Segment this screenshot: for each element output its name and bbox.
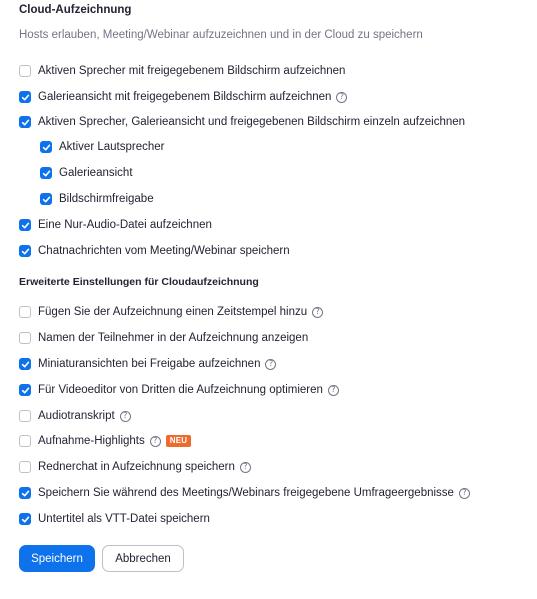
help-icon[interactable]: ?: [336, 92, 347, 103]
checkbox[interactable]: [19, 358, 31, 370]
help-icon[interactable]: ?: [459, 488, 470, 499]
checkbox[interactable]: [19, 306, 31, 318]
cancel-button[interactable]: Abbrechen: [102, 545, 184, 572]
checkbox[interactable]: [19, 65, 31, 77]
option-label: Audiotranskript: [38, 410, 115, 422]
option-label: Miniaturansichten bei Freigabe aufzeichnen: [38, 358, 261, 370]
help-icon[interactable]: ?: [265, 359, 276, 370]
option-record-thumbnails[interactable]: [19, 356, 276, 372]
check-icon: [21, 118, 30, 127]
sub-option-gallery[interactable]: [40, 165, 133, 181]
new-badge: NEU: [166, 435, 192, 447]
checkbox[interactable]: [40, 193, 52, 205]
option-optimize-third-party-editor[interactable]: [19, 382, 339, 398]
checkbox[interactable]: [19, 384, 31, 396]
option-label: Chatnachrichten vom Meeting/Webinar speichern: [38, 245, 290, 257]
checkbox[interactable]: [19, 91, 31, 103]
sub-option-active-speaker[interactable]: [40, 139, 164, 155]
option-save-chat[interactable]: [19, 243, 290, 259]
option-record-separately[interactable]: [19, 114, 465, 130]
check-icon: [21, 247, 30, 256]
check-icon: [21, 386, 30, 395]
option-audio-transcript[interactable]: [19, 408, 131, 424]
sub-option-screen-share[interactable]: [40, 191, 154, 207]
cloud-recording-description: Hosts erlauben, Meeting/Webinar aufzuzeichnen und in der Cloud zu speichern: [19, 29, 423, 41]
help-icon[interactable]: ?: [120, 411, 131, 422]
option-label: Rednerchat in Aufzeichnung speichern: [38, 461, 235, 473]
check-icon: [21, 515, 30, 524]
check-icon: [21, 221, 30, 230]
option-label: Aktiven Sprecher mit freigegebenem Bildschirm aufzeichnen: [38, 65, 346, 77]
option-audio-only[interactable]: [19, 217, 212, 233]
option-timestamp[interactable]: [19, 304, 323, 320]
option-label: Bildschirmfreigabe: [59, 193, 154, 205]
checkbox[interactable]: [19, 410, 31, 422]
help-icon[interactable]: ?: [312, 307, 323, 318]
checkbox[interactable]: [19, 487, 31, 499]
option-record-active-speaker-shared-screen[interactable]: [19, 63, 345, 79]
checkbox[interactable]: [40, 141, 52, 153]
check-icon: [42, 143, 51, 152]
option-label: Aktiven Sprecher, Galerieansicht und freigegebenen Bildschirm einzeln aufzeichnen: [38, 116, 466, 128]
checkbox[interactable]: [40, 167, 52, 179]
checkbox[interactable]: [19, 332, 31, 344]
checkbox[interactable]: [19, 219, 31, 231]
option-save-speaker-chat[interactable]: [19, 459, 251, 475]
option-recording-highlights[interactable]: [19, 433, 191, 449]
option-show-participant-names[interactable]: [19, 330, 308, 346]
advanced-settings-title: Erweiterte Einstellungen für Cloudaufzeichnung: [19, 276, 259, 288]
option-label: Für Videoeditor von Dritten die Aufzeichnung optimieren: [38, 384, 323, 396]
save-button[interactable]: Speichern: [19, 545, 95, 572]
option-save-poll-results[interactable]: [19, 485, 470, 501]
help-icon[interactable]: ?: [328, 385, 339, 396]
help-icon[interactable]: ?: [240, 462, 251, 473]
check-icon: [21, 93, 30, 102]
option-record-gallery-shared-screen[interactable]: [19, 89, 347, 105]
checkbox[interactable]: [19, 513, 31, 525]
option-label: Namen der Teilnehmer in der Aufzeichnung anzeigen: [38, 332, 309, 344]
checkbox[interactable]: [19, 435, 31, 447]
checkbox[interactable]: [19, 461, 31, 473]
option-label: Fügen Sie der Aufzeichnung einen Zeitstempel hinzu: [38, 306, 308, 318]
option-label: Speichern Sie während des Meetings/Webinars freigegebene Umfrageergebnisse: [38, 487, 454, 499]
option-label: Aktiver Lautsprecher: [59, 141, 165, 153]
check-icon: [21, 360, 30, 369]
check-icon: [42, 195, 51, 204]
checkbox[interactable]: [19, 116, 31, 128]
option-label: Galerieansicht: [59, 167, 133, 179]
checkbox[interactable]: [19, 245, 31, 257]
check-icon: [21, 489, 30, 498]
option-label: Untertitel als VTT-Datei speichern: [38, 513, 210, 525]
check-icon: [42, 169, 51, 178]
option-label: Galerieansicht mit freigegebenem Bildschirm aufzeichnen: [38, 91, 332, 103]
help-icon[interactable]: ?: [150, 436, 161, 447]
option-save-vtt-captions[interactable]: [19, 511, 210, 527]
option-label: Aufnahme-Highlights: [38, 435, 145, 447]
cloud-recording-title: Cloud-Aufzeichnung: [19, 4, 132, 16]
option-label: Eine Nur-Audio-Datei aufzeichnen: [38, 219, 212, 231]
